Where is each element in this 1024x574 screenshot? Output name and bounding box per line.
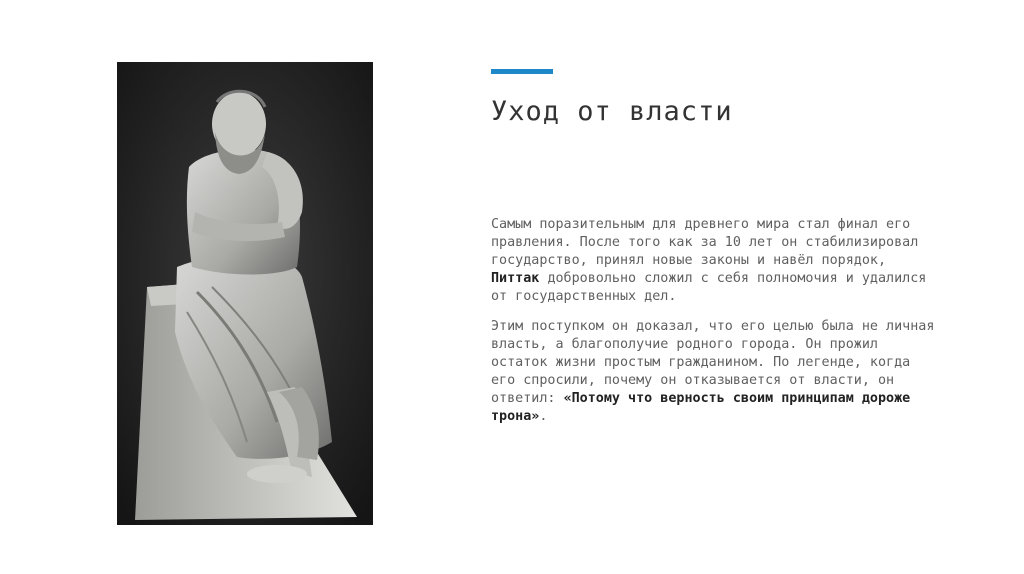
paragraph-1-bold: Питтак	[491, 271, 540, 286]
paragraph-2-text-before: Этим поступком он доказал, что его целью была не личная власть, а благополучие родного города. Он прожил остаток жизни простым гражданином. По легенде, когда его спросили, почему он отказывается от власти, он ответил:	[491, 319, 935, 406]
paragraph-2	[491, 318, 941, 426]
accent-bar	[491, 69, 553, 74]
paragraph-1-text-before: Самым поразительным для древнего мира стал финал его правления. После того как за 10 лет он стабилизировал государство, принял новые законы и навёл порядок,	[491, 217, 919, 268]
statue-image	[117, 62, 373, 525]
paragraph-2-bold: «Потому что верность своим принципам дороже трона»	[491, 391, 911, 424]
slide-title: Уход от власти	[491, 96, 733, 127]
slide-body	[491, 216, 941, 438]
paragraph-1-text-after: добровольно сложил с себя полномочия и удалился от государственных дел.	[491, 271, 927, 304]
paragraph-2-text-after: .	[539, 409, 548, 424]
statue-photo	[117, 62, 373, 525]
paragraph-1	[491, 216, 941, 306]
